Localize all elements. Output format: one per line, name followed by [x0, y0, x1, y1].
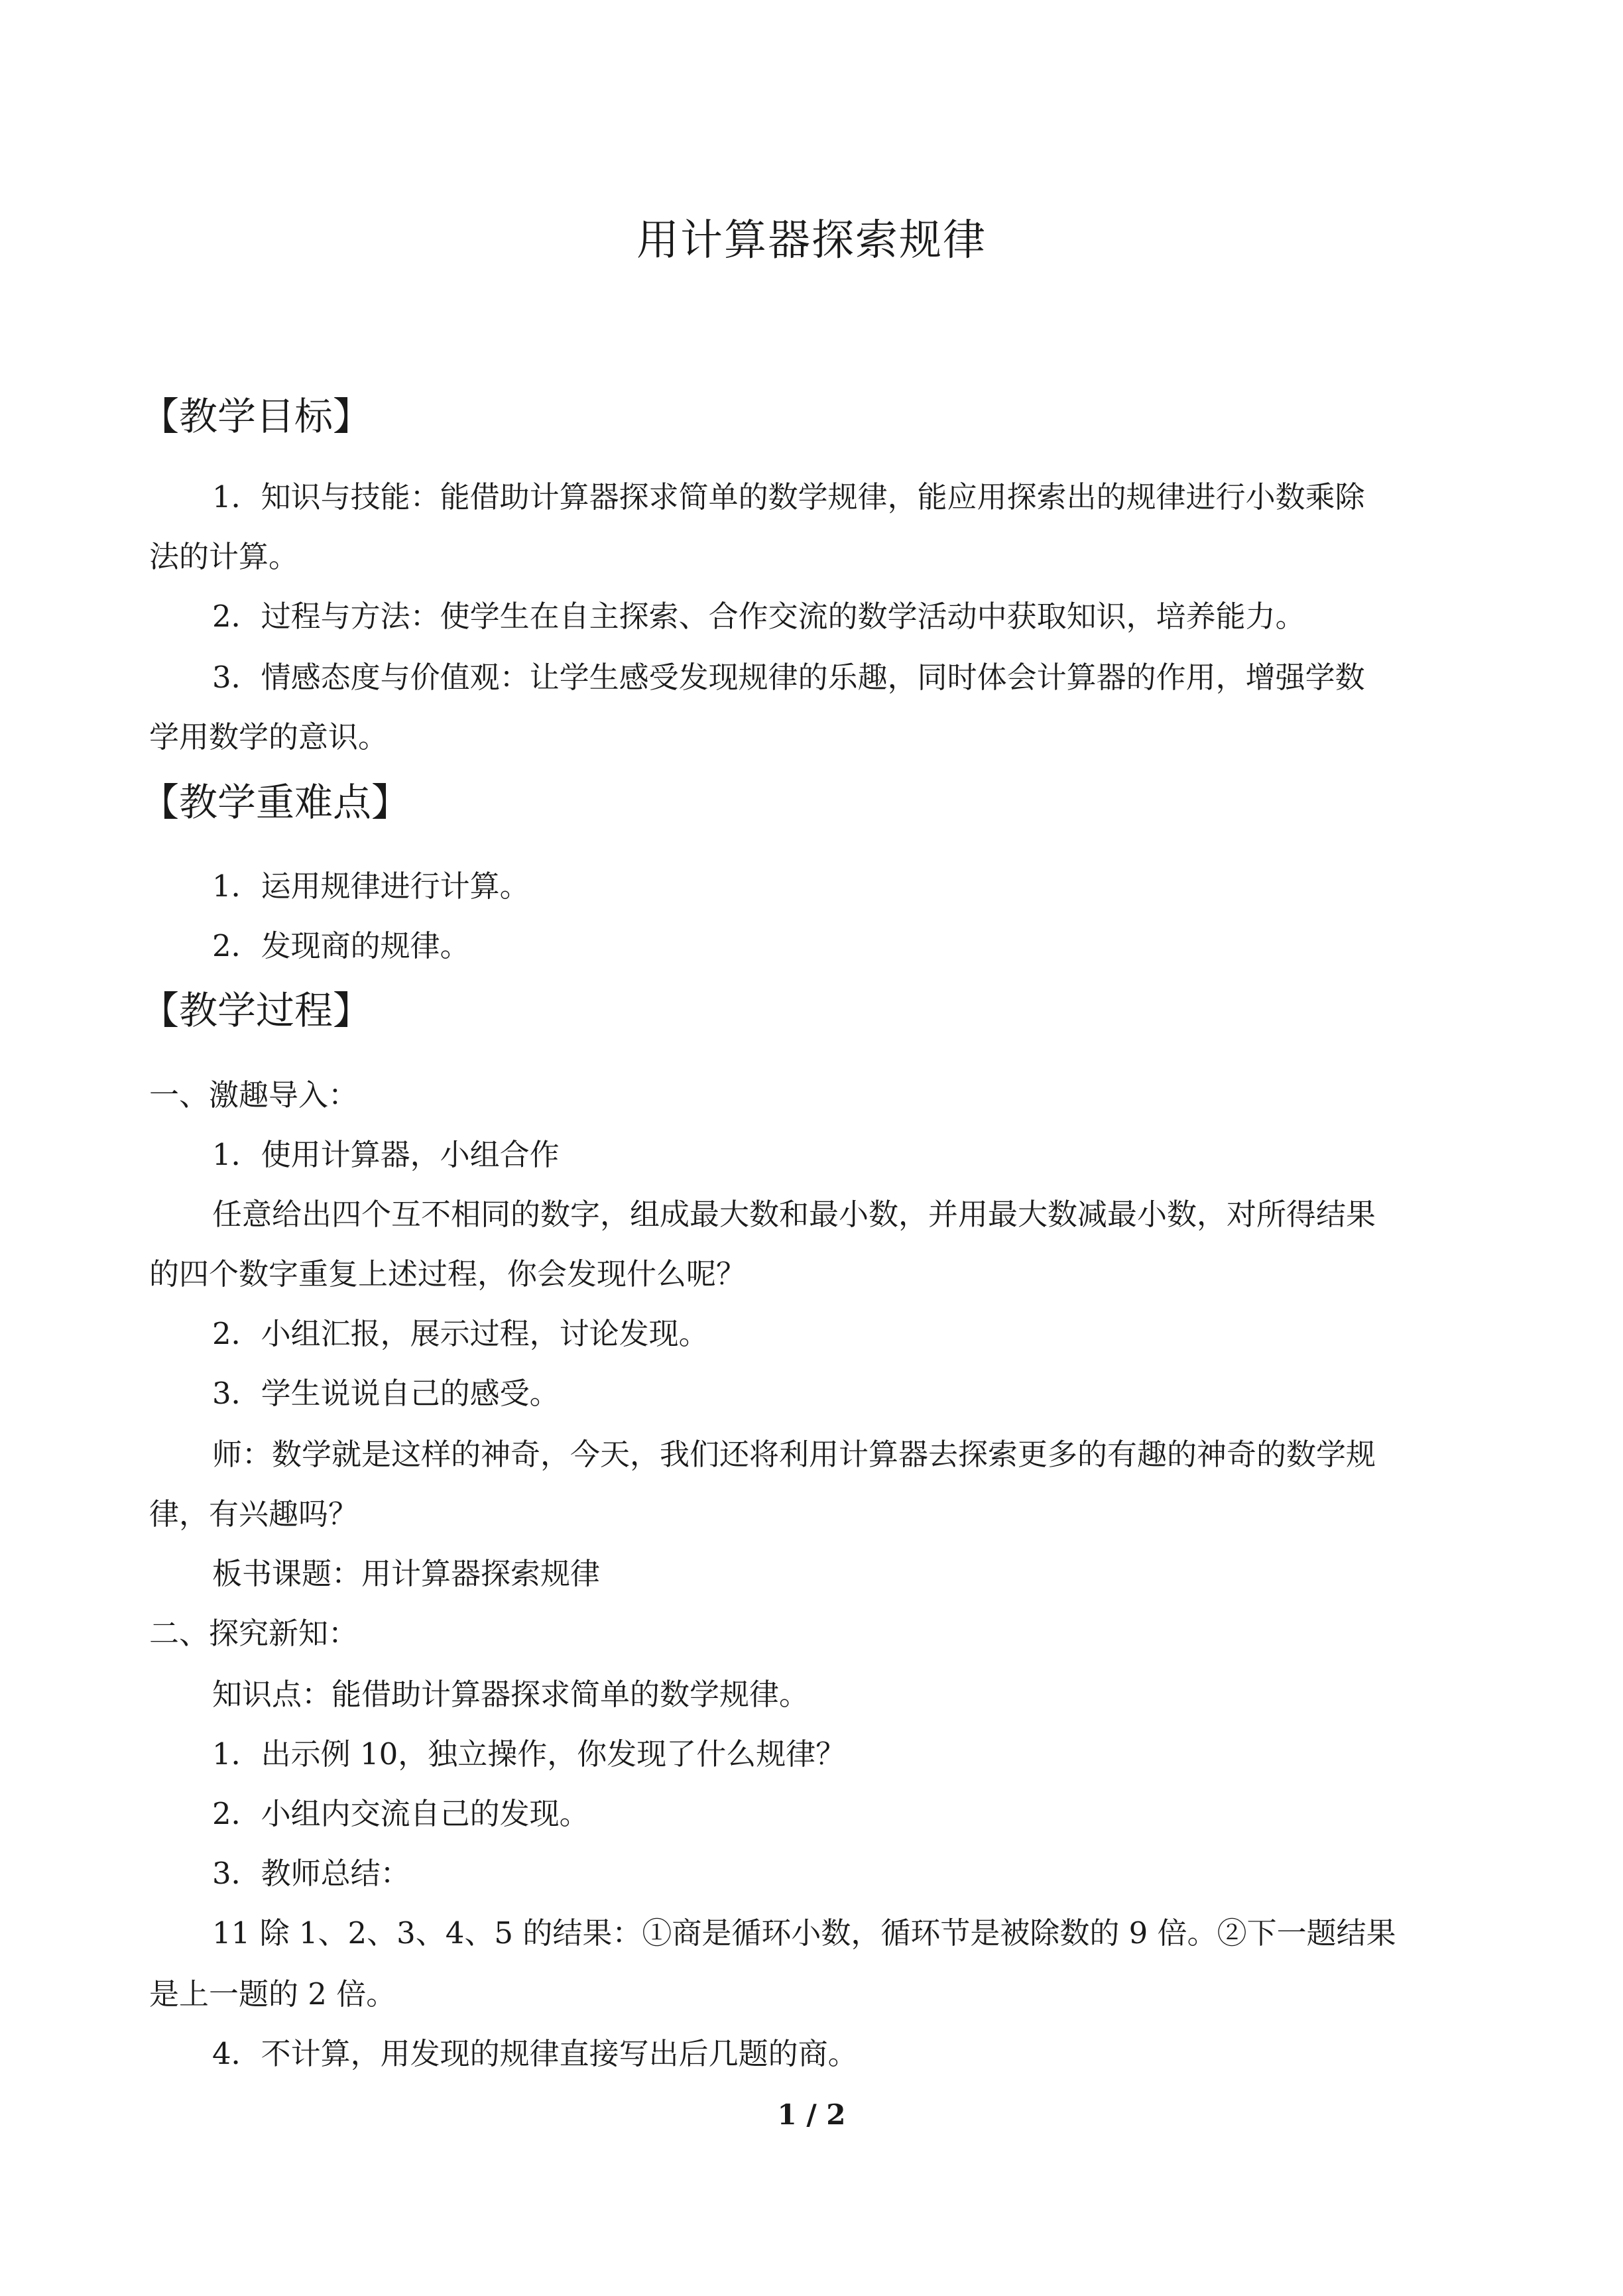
key-point-item-1: 1．运用规律进行计算。	[212, 869, 530, 904]
process-part-1-item-2: 2．小组汇报，展示过程，讨论发现。	[212, 1316, 709, 1351]
knowledge-point: 知识点：能借助计算器探求简单的数学规律。	[212, 1677, 810, 1712]
heading-objectives: 【教学目标】	[141, 394, 372, 439]
objective-item-1-line-1: 1．知识与技能：能借助计算器探求简单的数学规律，能应用探索出的规律进行小数乘除	[212, 479, 1365, 514]
document-title: 用计算器探索规律	[636, 216, 987, 265]
objective-item-1-line-2: 法的计算。	[149, 539, 299, 574]
heading-process: 【教学过程】	[141, 988, 372, 1033]
objective-item-3-line-2: 学用数学的意识。	[149, 719, 389, 755]
process-part-1-paragraph-line-2: 的四个数字重复上述过程，你会发现什么呢？	[149, 1256, 747, 1292]
process-part-2-item-1: 1．出示例 10，独立操作，你发现了什么规律？	[212, 1736, 846, 1772]
board-title: 板书课题：用计算器探索规律	[212, 1556, 601, 1591]
objective-item-3-line-1: 3．情感态度与价值观：让学生感受发现规律的乐趣，同时体会计算器的作用，增强学数	[212, 660, 1365, 695]
process-part-2-title: 二、探究新知：	[149, 1616, 359, 1651]
page-number: 1 / 2	[777, 2098, 846, 2131]
objective-item-2: 2．过程与方法：使学生在自主探索、合作交流的数学活动中获取知识，培养能力。	[212, 599, 1305, 634]
process-part-1-title: 一、激趣导入：	[149, 1077, 359, 1113]
process-part-2-item-3: 3．教师总结：	[212, 1856, 410, 1891]
process-part-1-item-3: 3．学生说说自己的感受。	[212, 1376, 560, 1411]
process-part-2-item-4: 4．不计算，用发现的规律直接写出后几题的商。	[212, 2036, 858, 2071]
process-part-2-item-2: 2．小组内交流自己的发现。	[212, 1796, 589, 1831]
summary-line-1: 11 除 1、2、3、4、5 的结果：①商是循环小数，循环节是被除数的 9 倍。②下一题结果	[212, 1915, 1396, 1951]
teacher-remark-line-1: 师：数学就是这样的神奇，今天，我们还将利用计算器去探索更多的有趣的神奇的数学规	[212, 1437, 1376, 1472]
process-part-1-paragraph-line-1: 任意给出四个互不相同的数字，组成最大数和最小数，并用最大数减最小数，对所得结果	[212, 1197, 1376, 1232]
summary-line-2: 是上一题的 2 倍。	[149, 1976, 396, 2012]
process-part-1-item-1: 1．使用计算器，小组合作	[212, 1137, 560, 1172]
key-point-item-2: 2．发现商的规律。	[212, 928, 470, 963]
heading-key-points: 【教学重难点】	[141, 780, 410, 825]
teacher-remark-line-2: 律，有兴趣吗？	[149, 1496, 359, 1532]
